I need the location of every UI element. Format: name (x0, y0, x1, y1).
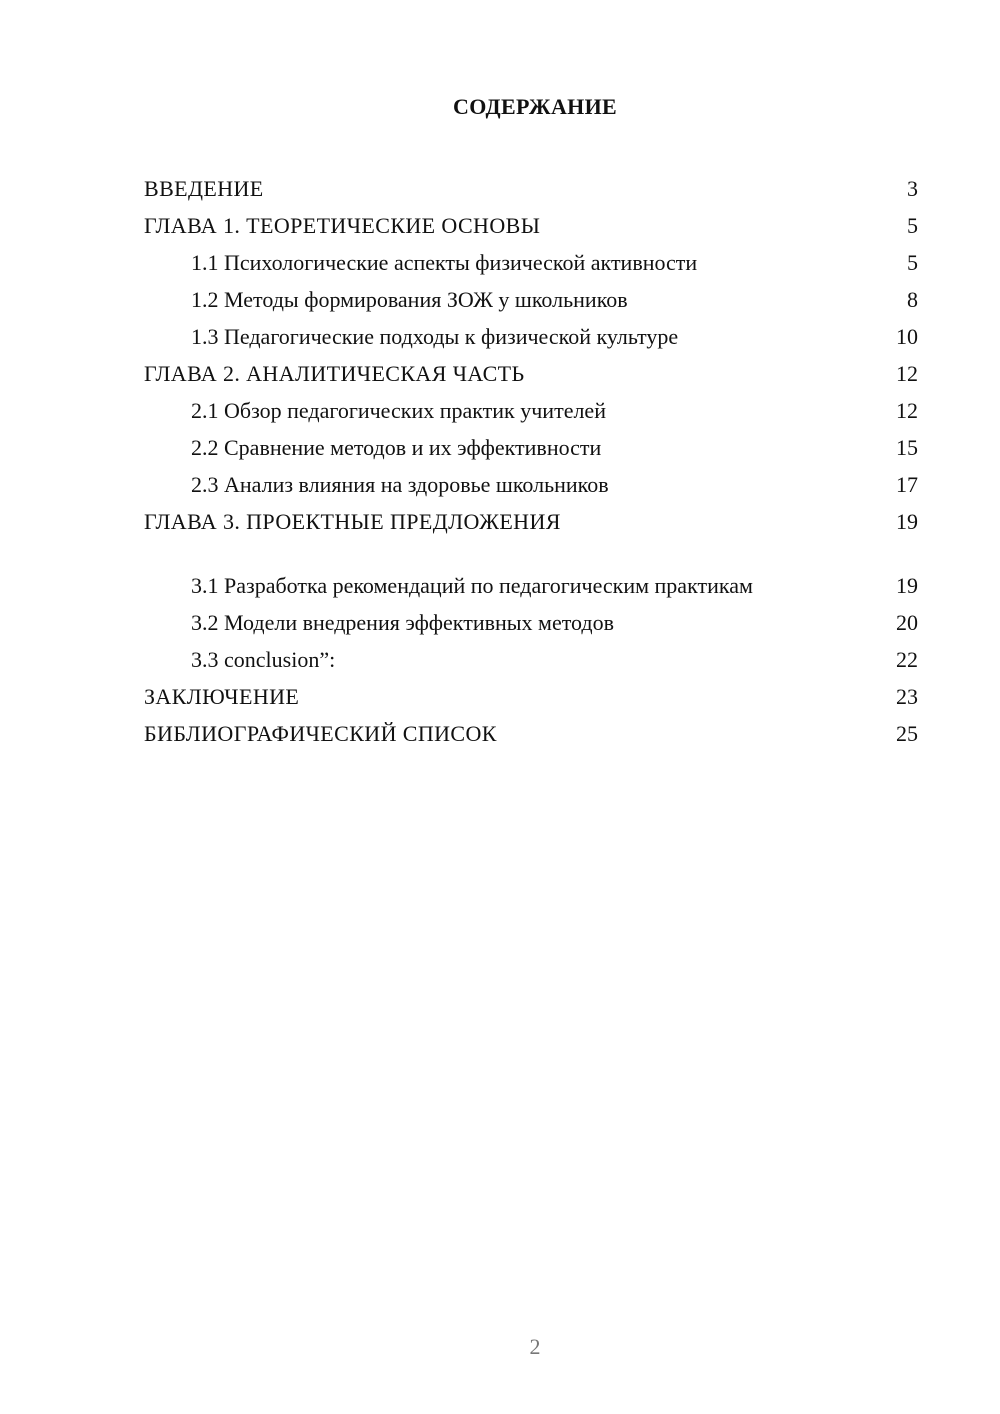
toc-entry-page: 23 (896, 684, 918, 709)
toc-entry-chapter-1[interactable] (144, 203, 918, 240)
toc-entry-label: 3.2 Модели внедрения эффективных методов (191, 610, 614, 635)
toc-entry-page: 19 (896, 573, 918, 598)
toc-entry-page: 25 (896, 721, 918, 746)
toc-entry-page: 22 (896, 647, 918, 672)
toc-entry-section-2-3[interactable] (144, 462, 918, 499)
toc-entry-bibliography[interactable] (144, 711, 918, 748)
toc-entry-page: 20 (896, 610, 918, 635)
toc-entry-label: ГЛАВА 1. ТЕОРЕТИЧЕСКИЕ ОСНОВЫ (144, 213, 541, 238)
toc-entry-section-1-2[interactable] (144, 277, 918, 314)
toc-entry-section-2-1[interactable] (144, 388, 918, 425)
toc-entry-page: 5 (907, 250, 918, 275)
toc-entry-label: 2.1 Обзор педагогических практик учителей (191, 398, 606, 423)
toc-entry-label: 1.1 Психологические аспекты физической активности (191, 250, 698, 275)
toc-entry-section-3-2[interactable] (144, 600, 918, 637)
page-number: 2 (529, 1334, 541, 1359)
toc-entry-label: 3.3 conclusion”: (191, 647, 336, 672)
toc-entry-page: 3 (907, 176, 918, 201)
toc-entry-page: 10 (896, 324, 918, 349)
page-title: СОДЕРЖАНИЕ (453, 94, 617, 119)
toc-entry-label: 1.2 Методы формирования ЗОЖ у школьников (191, 287, 628, 312)
toc-entry-section-3-3[interactable] (144, 637, 918, 674)
toc-entry-label: 3.1 Разработка рекомендаций по педагогическим практикам (191, 573, 753, 598)
toc-entry-label: ГЛАВА 3. ПРОЕКТНЫЕ ПРЕДЛОЖЕНИЯ (144, 509, 561, 534)
toc-entry-label: ВВЕДЕНИЕ (144, 176, 264, 201)
toc-entry-conclusion[interactable] (144, 674, 918, 711)
toc-entry-label: ГЛАВА 2. АНАЛИТИЧЕСКАЯ ЧАСТЬ (144, 361, 525, 386)
toc-entry-page: 15 (896, 435, 918, 460)
toc-entry-page: 8 (907, 287, 918, 312)
toc-entry-section-1-1[interactable] (144, 240, 918, 277)
toc-entry-page: 19 (896, 509, 918, 534)
toc-entry-introduction[interactable] (144, 166, 918, 203)
toc-entry-page: 17 (896, 472, 918, 497)
toc-entry-chapter-3[interactable] (144, 499, 918, 536)
toc-entry-section-2-2[interactable] (144, 425, 918, 462)
toc-entry-label: 2.3 Анализ влияния на здоровье школьников (191, 472, 609, 497)
table-of-contents (144, 166, 918, 748)
toc-entry-chapter-2[interactable] (144, 351, 918, 388)
toc-entry-label: 2.2 Сравнение методов и их эффективности (191, 435, 602, 460)
toc-entry-page: 12 (896, 361, 918, 386)
toc-entry-page: 5 (907, 213, 918, 238)
toc-entry-label: ЗАКЛЮЧЕНИЕ (144, 684, 300, 709)
toc-entry-label: 1.3 Педагогические подходы к физической культуре (191, 324, 679, 349)
toc-entry-section-1-3[interactable] (144, 314, 918, 351)
toc-entry-label: БИБЛИОГРАФИЧЕСКИЙ СПИСОК (144, 721, 497, 746)
toc-entry-page: 12 (896, 398, 918, 423)
toc-entry-section-3-1[interactable] (144, 536, 918, 600)
